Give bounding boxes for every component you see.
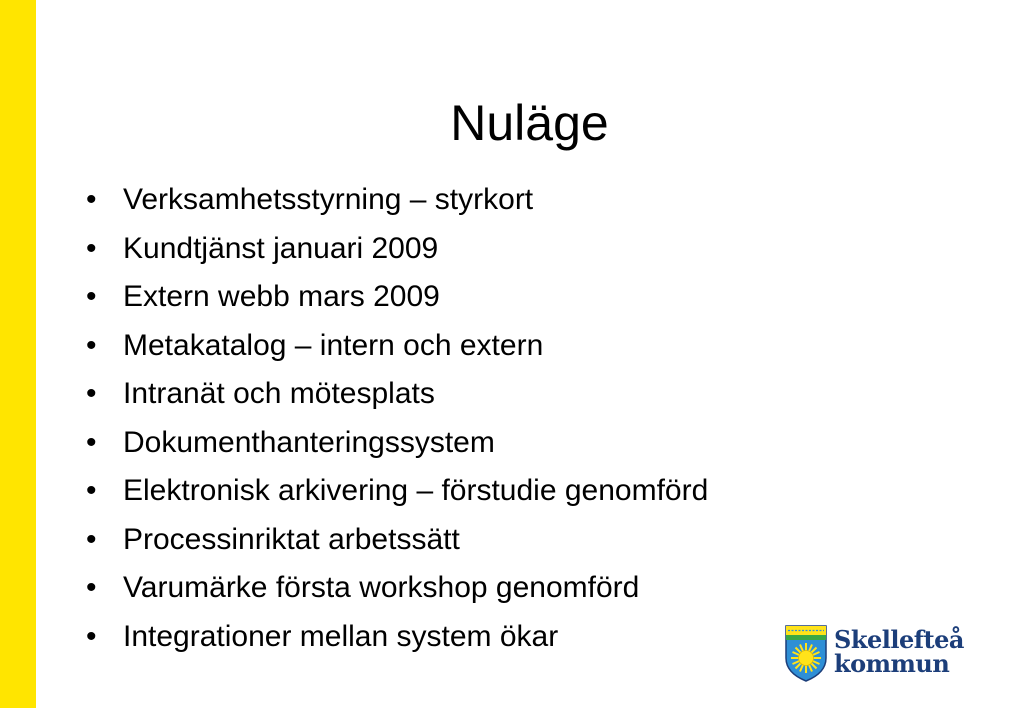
bullet-text: Integrationer mellan system ökar: [123, 619, 559, 653]
bullet-text: Kundtjänst januari 2009: [123, 231, 439, 265]
sun-shield-icon: [784, 624, 828, 682]
bullet-icon: •: [86, 571, 97, 604]
logo-text-line2: kommun: [834, 649, 950, 678]
bullet-icon: •: [86, 280, 97, 313]
bullet-icon: •: [86, 425, 97, 459]
bullet-text: Extern webb mars 2009: [123, 280, 440, 313]
bullet-icon: •: [86, 183, 97, 216]
skelleftea-logo: [784, 624, 964, 684]
bullet-text: Varumärke första workshop genomförd: [123, 571, 640, 604]
bullet-text: Intranät och mötesplats: [123, 377, 435, 410]
bullet-text: Metakatalog – intern och extern: [123, 328, 544, 362]
slide-title: Nuläge: [450, 95, 609, 151]
bullet-icon: •: [86, 377, 97, 410]
accent-side-bar: [0, 0, 36, 708]
bullet-text: Verksamhetsstyrning – styrkort: [123, 183, 534, 216]
logo-text-line1: Skellefteå: [834, 625, 964, 654]
bullet-icon: •: [86, 474, 97, 507]
bullet-text: Processinriktat arbetssätt: [123, 522, 460, 556]
bullet-icon: •: [86, 522, 97, 556]
bullet-icon: •: [86, 328, 97, 362]
bullet-text: Elektronisk arkivering – förstudie genomförd: [123, 474, 709, 507]
bullet-icon: •: [86, 619, 97, 653]
bullet-icon: •: [86, 231, 97, 265]
bullet-text: Dokumenthanteringssystem: [123, 425, 495, 459]
